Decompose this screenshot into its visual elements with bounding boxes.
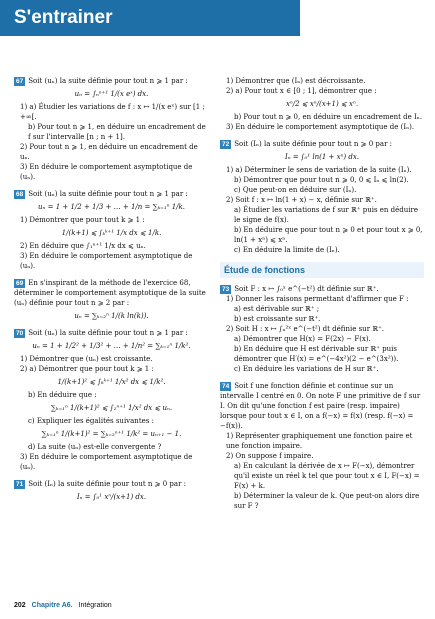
exercise-line [220,99,424,109]
exercise-text: uₙ = 1 + 1/2² + 1/3² + … + 1/n² = ∑ₖ₌₁ⁿ 1/k². [32,342,191,350]
exercise-text: En s'inspirant de la méthode de l'exercice 68, déterminer le comportement asymptotique de la suite (uₙ) définie pour tout n ⩾ 2 par : [14,279,206,307]
exercise-line [226,86,424,96]
exercise-line [20,142,209,162]
exercise-text: b) Pour tout n ⩾ 1, en déduire un encadrement de f sur l'intervalle [n ; n + 1]. [28,123,206,141]
exercise-text: Iₙ = ∫₀¹ ln(1 + xⁿ) dx. [284,153,360,161]
exercise-line [226,451,424,461]
exercise-line [14,492,209,502]
exercise-text: xⁿ/2 ⩽ xⁿ/(x+1) ⩽ xⁿ. [285,100,359,108]
exercise-text: b) est croissante sur ℝ⁺. [234,315,321,323]
exercise-number: 67 [16,78,24,85]
exercise-text: 1) Représenter graphiquement une fonction paire et une fonction impaire. [226,432,413,450]
exercise-line [14,202,209,212]
exercise-line [14,76,209,86]
exercise-text: a) Étudier les variations de f sur ℝ⁺ puis en déduire le signe de f(x). [234,206,419,224]
exercise-line [14,377,209,387]
exercise-line [234,245,424,255]
exercise-74 [220,381,424,511]
page-footer [14,602,112,609]
exercise-text: Iₙ = ∫₀¹ xⁿ/(x+1) dx. [76,493,147,501]
exercise-number: 69 [16,280,24,287]
exercise-line [28,390,209,400]
exercise-text: 1) Donner les raisons permettant d'affirmer que F : [226,295,409,303]
page-banner [0,0,300,36]
exercise-text: 1) Démontrer que (uₙ) est croissante. [20,355,153,363]
exercise-line [234,304,424,314]
exercise-text: c) Expliquer les égalités suivantes : [28,417,154,425]
exercise-text: 1) Démontrer que pour tout k ⩾ 1 : [20,216,145,224]
exercise-line [226,122,424,132]
exercise-text: 1) Démontrer que (Iₙ) est décroissante. [226,77,366,85]
exercise-line [234,185,424,195]
exercise-text: 2) a) Démontrer que pour tout k ⩾ 1 : [20,365,154,373]
exercise-number: 73 [222,286,230,293]
exercise-text: 2) Soit f : x ↦ ln(1 + x) − x, définie sur ℝ⁺. [226,196,377,204]
exercise-line [220,284,424,294]
exercise-text: b) En déduire que : [28,391,97,399]
exercise-line [234,491,424,511]
exercise-line [220,139,424,149]
exercise-line [28,416,209,426]
right-column [220,76,424,518]
exercise-text: uₙ = ∑ₖ₌₂ⁿ 1/(k ln(k)). [74,312,149,320]
exercise-line [20,241,209,251]
exercise-line [234,334,424,344]
exercise-line [226,294,424,304]
exercise-text: 3) En déduire le comportement asymptotique de (uₙ). [20,252,193,270]
exercise-text: b) Pour tout n ⩾ 0, en déduire un encadrement de Iₙ. [234,113,423,121]
exercise-text: 1/(k+1)² ⩽ ∫ₖᵏ⁺¹ 1/x² dx ⩽ 1/k². [57,378,166,386]
exercise-text: a) est dérivable sur ℝ⁺ ; [234,305,320,313]
exercise-text: Soit (uₙ) la suite définie pour tout n ⩾ 1 par : [28,190,188,198]
section-heading: Étude de fonctions [220,262,424,278]
exercise-line [20,162,209,182]
exercise-text: b) En déduire que pour tout n ⩾ 0 et pour tout x ⩾ 0, ln(1 + xⁿ) ⩽ xⁿ. [234,226,423,244]
exercise-line [234,461,424,491]
exercise-line [220,381,424,431]
exercise-text: ∑ₖ₌₁ⁿ 1/(k+1)² = ∑ₖ₌₂ⁿ⁺¹ 1/k² = uₙ₊₁ − 1. [41,430,182,438]
exercise-text: Soit (Iₙ) la suite définie pour tout n ⩾ 0 par : [234,140,393,148]
exercise-text: uₙ = 1 + 1/2 + 1/3 + … + 1/n = ∑ₖ₌₁ⁿ 1/k. [38,203,185,211]
exercise-text: d) La suite (uₙ) est-elle convergente ? [28,443,162,451]
exercise-line [234,314,424,324]
exercise-line [226,76,424,86]
exercise-text: Soit (uₙ) la suite définie pour tout n ⩾ 1 par : [28,329,188,337]
exercise-text: c) En déduire la limite de (Iₙ). [234,246,340,254]
exercise-text: 3) En déduire le comportement asymptotique de (Iₙ). [226,123,415,131]
exercise-line [14,311,209,321]
exercise-line [14,278,209,308]
exercise-line [234,344,424,364]
exercise-67 [14,76,209,182]
exercise-line [20,102,209,122]
exercise-line [20,452,209,472]
exercise-line [14,341,209,351]
exercise-line [28,442,209,452]
exercise-text: Soit F : x ↦ ∫₀ˣ e^(−t²) dt définie sur ℝ⁺. [234,285,379,293]
exercise-text: c) En déduire les variations de H sur ℝ⁺. [234,365,379,373]
exercise-line [20,364,209,374]
exercise-70 [14,328,209,472]
exercise-text: 2) Soit H : x ↦ ∫ₓ²ˣ e^(−t²) dt définie sur ℝ⁺. [226,325,384,333]
exercise-text: 1) a) Déterminer le sens de variation de la suite (Iₙ). [226,166,412,174]
exercise-71 [14,479,209,502]
exercise-line [20,215,209,225]
exercise-number: 74 [222,383,230,390]
exercise-number: 70 [16,330,24,337]
chapter-label: Chapitre A6. [31,602,73,609]
exercise-line [234,364,424,374]
exercise-text: a) En calculant la dérivée de x ↦ F(−x), démontrer qu'il existe un réel k tel que pour tout x ∈ I, F(−x) = F(x) + k. [234,462,420,490]
exercise-line [234,175,424,185]
exercise-line [226,195,424,205]
exercise-text: b) En déduire que H est dérivable sur ℝ⁺ puis démontrer que H′(x) = e^(−4x²)(2 − e^(3x²)). [234,345,399,363]
exercise-72 [220,139,424,255]
exercise-line [28,122,209,142]
exercise-number: 71 [16,481,24,488]
exercise-number: 72 [222,141,230,148]
exercise-line [234,112,424,122]
exercise-text: 2) On suppose f impaire. [226,452,314,460]
exercise-line [14,328,209,338]
exercise-68 [14,189,209,271]
exercise-line [14,189,209,199]
exercise-line [20,354,209,364]
exercise-line [226,431,424,451]
exercise-text: uₙ = ∫ₙⁿ⁺¹ 1/(x eˣ) dx. [74,90,149,98]
exercise-text: 3) En déduire le comportement asymptotique de (uₙ). [20,163,193,181]
exercise-text: 2) En déduire que ∫₁ⁿ⁺¹ 1/x dx ⩽ uₙ. [20,242,146,250]
exercise-text: 1) a) Étudier les variations de f : x ↦ 1/(x eˣ) sur [1 ; +∞[. [20,103,205,121]
page-number: 202 [14,602,26,609]
exercise-text: 2) a) Pour tout x ∈ [0 ; 1], démontrer que : [226,87,377,95]
exercise-line [14,228,209,238]
exercise-line [14,89,209,99]
exercise-number: 68 [16,191,24,198]
exercise-text: ∑ₖ₌₁ⁿ 1/(k+1)² ⩽ ∫₁ⁿ⁺¹ 1/x² dx ⩽ uₙ. [50,404,173,412]
exercise-line [226,165,424,175]
exercise-text: 3) En déduire le comportement asymptotique de (uₙ). [20,453,193,471]
exercise-line [234,205,424,225]
exercise-line [20,251,209,271]
exercise-text: 2) Pour tout n ⩾ 1, en déduire un encadrement de uₙ. [20,143,198,161]
exercise-text: Soit f une fonction définie et continue sur un intervalle I centré en 0. On note F une primitive de f sur I. On dit qu'une fonction f est paire (resp. impaire) lorsque pour tout x ∈ I, on a f(−x) = f(x) (resp. f(−x) = −f(x)). [220,382,421,430]
exercise-text: b) Démontrer que pour tout n ⩾ 0, 0 ⩽ Iₙ ⩽ ln(2). [234,176,409,184]
exercise-text: Soit (uₙ) la suite définie pour tout n ⩾ 1 par : [28,77,188,85]
exercise-text: a) Démontrer que H(x) = F(2x) − F(x). [234,335,371,343]
exercise-text: b) Déterminer la valeur de k. Que peut-on alors dire sur F ? [234,492,420,510]
exercise-line [14,403,209,413]
exercise-continued [220,76,424,132]
chapter-title: Intégration [78,602,112,609]
exercise-line [220,152,424,162]
exercise-text: 1/(k+1) ⩽ ∫ₖᵏ⁺¹ 1/x dx ⩽ 1/k. [61,229,162,237]
left-column [14,76,209,509]
exercise-text: Soit (Iₙ) la suite définie pour tout n ⩾ 0 par : [28,480,187,488]
exercise-73 [220,284,424,374]
exercise-text: c) Que peut-on en déduire sur (Iₙ). [234,186,357,194]
exercise-line [234,225,424,245]
page-title: S'entrainer [14,7,113,28]
exercise-69 [14,278,209,321]
exercise-line [14,479,209,489]
exercise-line [226,324,424,334]
exercise-line [14,429,209,439]
